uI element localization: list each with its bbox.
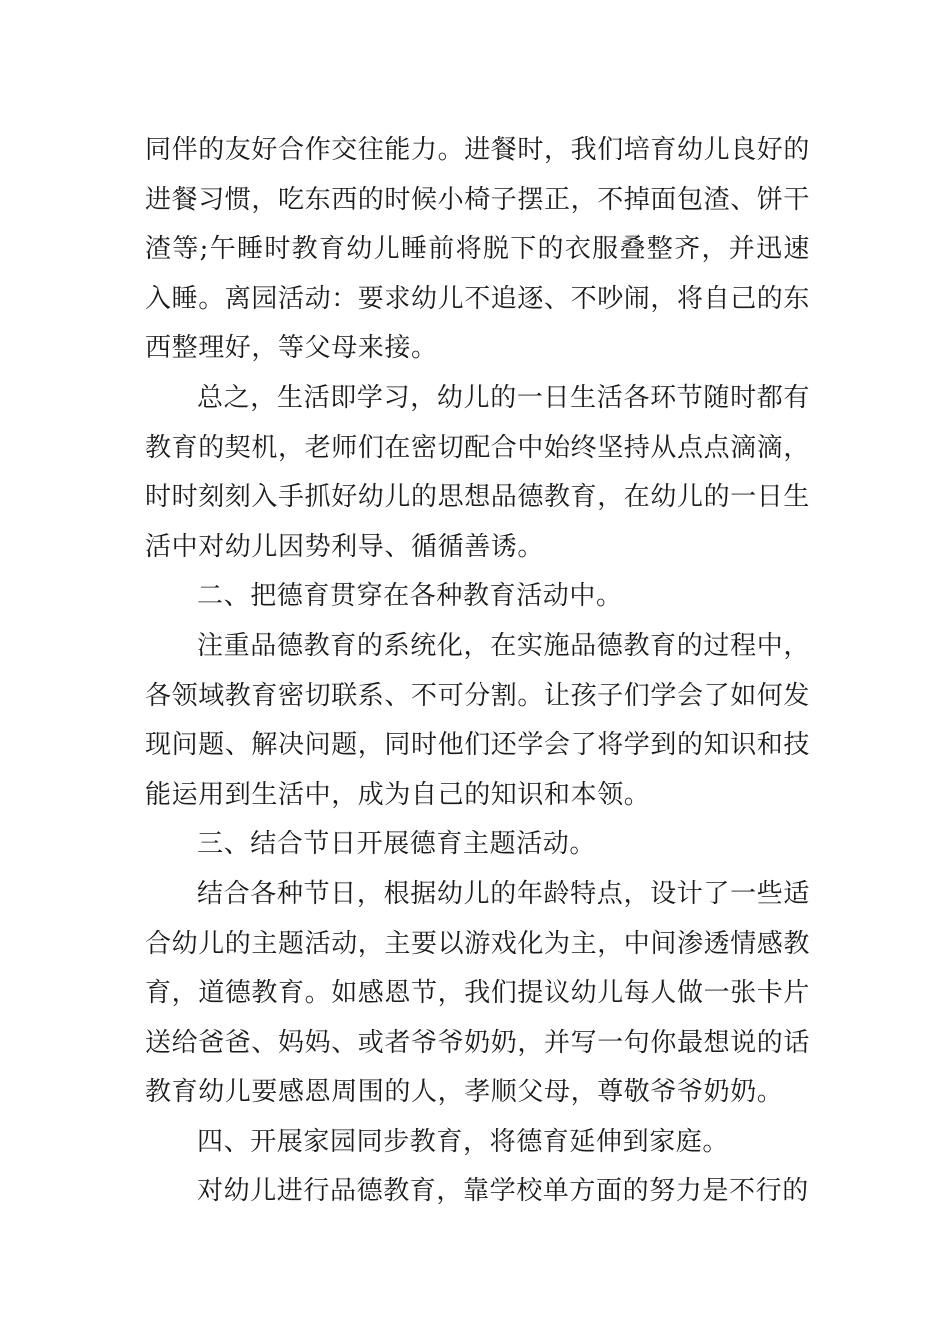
paragraph-section-3: 结合各种节日，根据幼儿的年龄特点，设计了一些适合幼儿的主题活动，主要以游戏化为主，中间渗透情感教育，道德教育。如感恩节，我们提议幼儿每人做一张卡片送给爸爸、妈妈、或者爷爷奶奶，并写一句你最想说的话教育幼儿要感恩周围的人，孝顺父母，尊敬爷爷奶奶。 [145,878,811,1108]
document-body [145,126,810,1217]
section-heading-4: 四、开展家园同步教育，将德育延伸到家庭。 [197,1126,730,1157]
section-heading-2: 二、把德育贯穿在各种教育活动中。 [197,581,623,612]
section-heading-3: 三、结合节日开展德育主题活动。 [197,829,597,860]
paragraph-section-4: 对幼儿进行品德教育，靠学校单方面的努力是不行的 [197,1176,809,1207]
paragraph-section-2: 注重品德教育的系统化，在实施品德教育的过程中，各领域教育密切联系、不可分割。让孩子们学会了如何发现问题、解决问题，同时他们还学会了将学到的知识和技能运用到生活中，成为自己的知识和本领。 [145,630,811,810]
paragraph-summary: 总之，生活即学习，幼儿的一日生活各环节随时都有教育的契机，老师们在密切配合中始终坚持从点点滴滴，时时刻刻入手抓好幼儿的思想品德教育，在幼儿的一日生活中对幼儿因势利导、循循善诱。 [145,382,811,562]
paragraph-continuation: 同伴的友好合作交往能力。进餐时，我们培育幼儿良好的进餐习惯，吃东西的时候小椅子摆正，不掉面包渣、饼干渣等;午睡时教育幼儿睡前将脱下的衣服叠整齐，并迅速入睡。离园活动：要求幼儿不追逐、不吵闹，将自己的东西整理好，等父母来接。 [145,135,811,364]
